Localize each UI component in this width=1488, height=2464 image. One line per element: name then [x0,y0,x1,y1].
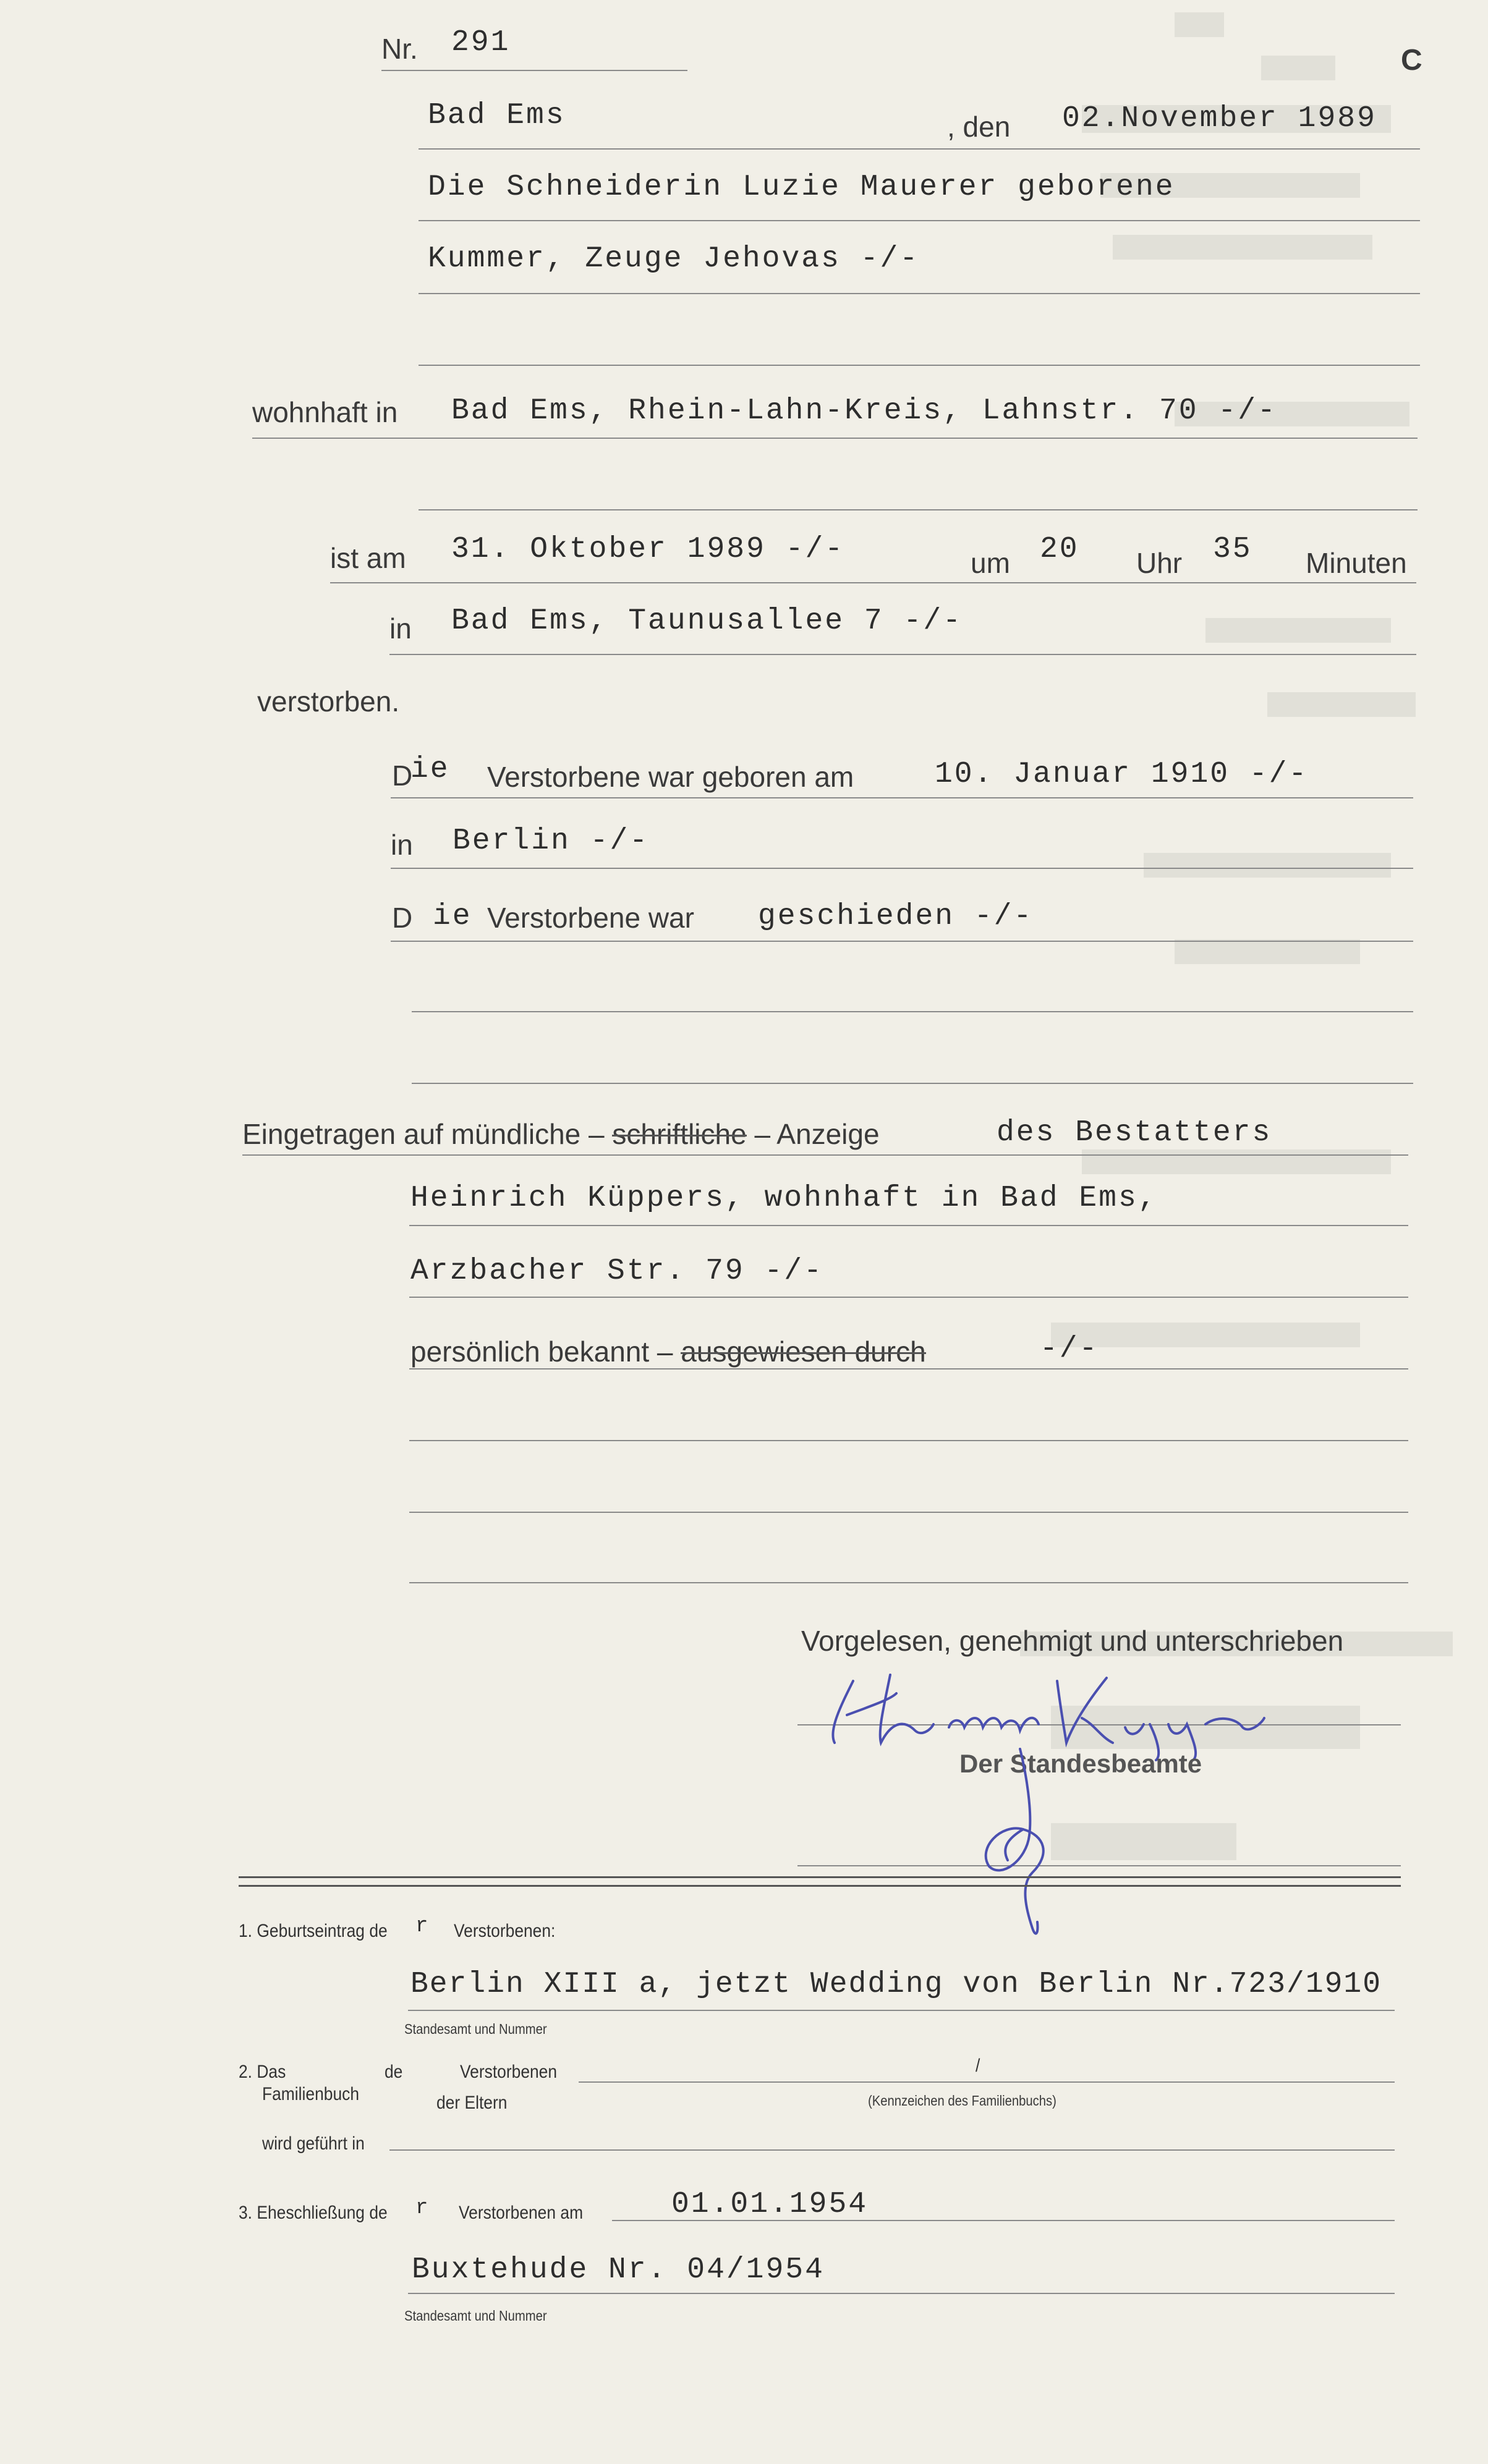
note3-date: 01.01.1954 [671,2188,869,2221]
residence-value: Bad Ems, Rhein-Lahn-Kreis, Lahnstr. 70 -/- [451,394,1277,428]
birth-date-value: 10. Januar 1910 -/- [935,758,1309,791]
ausgewiesen-struck: ausgewiesen durch [681,1336,926,1368]
born-typed: ie [410,753,450,786]
rule-note3-value [408,2293,1395,2294]
note2-familienbuch: Familienbuch [262,2084,360,2104]
note3-label2: Verstorbenen am [459,2203,584,2223]
death-place-value: Bad Ems, Taunusallee 7 -/- [451,604,963,638]
rule-birth-place [391,868,1413,869]
eingetragen-text: Eingetragen auf mündliche – [242,1118,605,1150]
separator-lower [239,1885,1401,1887]
status-label: Verstorbene war [487,902,694,934]
person-line-1: Die Schneiderin Luzie Mauerer geborene [428,171,1175,204]
born-label: Verstorbene war geboren am [487,761,854,793]
rule-note3 [612,2220,1395,2221]
uhr-label: Uhr [1136,547,1183,579]
date-value: 02.November 1989 [1062,102,1377,135]
note2-gefuehrt: wird geführt in [262,2133,365,2154]
informant-line-3: Arzbacher Str. 79 -/- [410,1255,823,1288]
person-line-2: Kummer, Zeuge Jehovas -/- [428,242,920,276]
rule-person-3 [419,365,1420,366]
note2-num: 2. Das [239,2062,286,2082]
minuten-label: Minuten [1306,547,1407,579]
in-label: in [389,612,412,645]
bekannt-text: persönlich bekannt – [410,1336,673,1368]
rule-residence-2 [419,509,1418,510]
rule-note2-gefuehrt [389,2149,1395,2151]
death-date-value: 31. Oktober 1989 -/- [451,533,845,566]
rule-note1 [408,2010,1395,2011]
schriftliche-struck: schriftliche [612,1118,747,1150]
informant-line-1: des Bestatters [997,1116,1272,1149]
rule-status [391,941,1413,942]
rule-informant-2 [409,1225,1408,1226]
note1-value: Berlin XIII a, jetzt Wedding von Berlin Nr.723/1910 [410,1968,1382,2001]
note3-value: Buxtehude Nr. 04/1954 [412,2253,825,2287]
official-signature [964,1737,1076,1941]
note1-typed: r [415,1915,430,1938]
note3-label: 3. Eheschließung de [239,2203,388,2223]
note2-eltern: der Eltern [436,2093,508,2113]
note3-caption: Standesamt und Nummer [404,2308,547,2324]
note2-slash: / [976,2055,980,2076]
rule-death-place [389,654,1416,655]
birth-place-value: Berlin -/- [453,824,650,858]
separator-upper [239,1876,1401,1878]
verstorben-label: verstorben. [257,685,400,718]
rule-informant-3 [409,1297,1408,1298]
rule-status-3 [412,1083,1413,1084]
um-label: um [971,547,1010,579]
status-value: geschieden -/- [758,900,1034,933]
ist-am-label: ist am [330,542,406,574]
rule-death-date [330,582,1416,583]
rule-place [419,148,1420,150]
rule-blank-2 [409,1512,1408,1513]
status-typed: ie [433,900,472,933]
status-prefix: D [392,902,413,934]
note1-label: 1. Geburtseintrag de [239,1921,388,1941]
note1-label2: Verstorbenen: [454,1921,556,1941]
rule-official-signature [797,1865,1401,1866]
hour-value: 20 [1040,533,1079,566]
rule-status-2 [412,1011,1413,1012]
rule-person-1 [419,220,1420,221]
note2-de: de [385,2062,403,2082]
birth-in-label: in [391,829,413,861]
minute-value: 35 [1213,533,1252,566]
rule-note2 [579,2081,1395,2083]
bekannt-typed: -/- [1040,1332,1099,1366]
place-value: Bad Ems [428,99,566,132]
informant-line-2: Heinrich Küppers, wohnhaft in Bad Ems, [410,1182,1158,1215]
born-prefix: D [392,760,413,792]
rule-blank-1 [409,1440,1408,1441]
vorgelesen-text: Vorgelesen, genehmigt und unterschrieben [801,1625,1344,1657]
rule-blank-3 [409,1582,1408,1583]
wohnhaft-label: wohnhaft in [252,396,398,428]
standesbeamte-label: Der Standesbeamte [959,1749,1202,1778]
anzeige-text: – Anzeige [754,1118,880,1150]
bekannt-label [410,1335,926,1368]
rule-person-2 [419,293,1420,294]
corner-letter: C [1401,44,1422,77]
rule-informant-1 [242,1154,1408,1156]
note2-verstorbenen: Verstorbenen [460,2062,558,2082]
nr-value: 291 [451,26,511,59]
nr-rule [381,70,687,71]
nr-label: Nr. [381,33,418,65]
rule-bekannt [409,1368,1408,1370]
note2-caption: (Kennzeichen des Familienbuchs) [868,2093,1056,2109]
note1-caption: Standesamt und Nummer [404,2021,547,2037]
den-label: , den [947,111,1011,143]
rule-birth-date [391,797,1413,798]
eingetragen-label [242,1117,880,1151]
note3-typed: r [415,2196,430,2220]
rule-residence [252,438,1418,439]
